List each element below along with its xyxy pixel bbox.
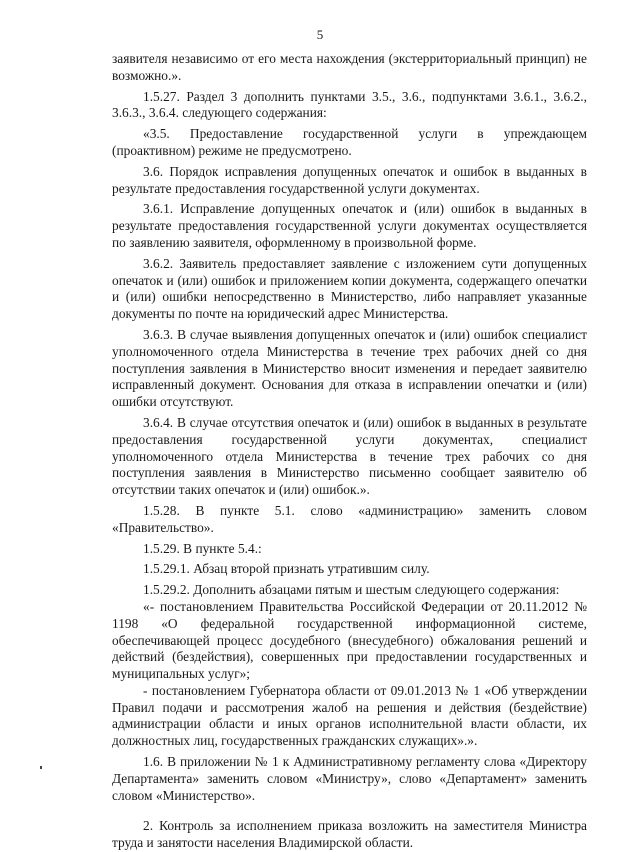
scan-speck	[40, 766, 42, 769]
paragraph-1-5-29-1: 1.5.29.1. Абзац второй признать утратившим силу.	[143, 561, 430, 577]
paragraph-1-5-28: 1.5.28. В пункте 5.1. слово «администрацию» заменить словом «Правительство».	[112, 502, 587, 535]
paragraph-3-6: 3.6. Порядок исправления допущенных опечаток и ошибок в выданных в результате предоставления государственной услуги документах.	[112, 163, 587, 196]
paragraph-1-5-27: 1.5.27. Раздел 3 дополнить пунктами 3.5., 3.6., подпунктами 3.6.1., 3.6.2., 3.6.3., 3.6.4. следующего содержания:	[112, 88, 587, 121]
document-body	[112, 51, 587, 852]
paragraph-3-6-4: 3.6.4. В случае отсутствия опечаток и (или) ошибок в выданных в результате предоставления государственной услуги документах, специалист уполномоченного отдела Министерства в течение трех рабочих со дня поступления заявления в Министерство письменно сообщает заявителю об отсутствии таких опечаток и (или) ошибок.».	[112, 414, 587, 498]
page-number: 5	[316, 27, 324, 42]
paragraph-3-5: «3.5. Предоставление государственной услуги в упреждающем (проактивном) режиме не предусмотрено.	[112, 126, 587, 158]
paragraph-1-5-29: 1.5.29. В пункте 5.4.:	[143, 540, 262, 556]
paragraph-1-6: 1.6. В приложении № 1 к Административному регламенту слова «Директору Департамента» заменить словом «Министру», слово «Департамент» заменить словом «Министерство».	[112, 754, 587, 803]
paragraph-3-6-2: 3.6.2. Заявитель предоставляет заявление с изложением сути допущенных опечаток и (или) ошибок и приложением копии документа, содержащего опечатки и (или) ошибки непосредственно в Министерство, либо направляет указанные документы по почте на юридический адрес Министерства.	[112, 255, 587, 322]
paragraph-1-5-29-2: 1.5.29.2. Дополнить абзацами пятым и шестым следующего содержания:	[143, 582, 560, 598]
paragraph-intro-continuation: заявителя независимо от его места нахождения (экстерриториальный принцип) не возможно.».	[112, 51, 587, 83]
paragraph-3-6-1: 3.6.1. Исправление допущенных опечаток и (или) ошибок в выданных в результате предоставления государственной услуги документах осуществляется по заявлению заявителя, оформленному в произвольной форме.	[112, 201, 587, 250]
paragraph-governor-decree: - постановлением Губернатора области от 09.01.2013 № 1 «Об утверждении Правил подачи и рассмотрения жалоб на решения и действия (бездействие) администрации области и иных органов исполнительной власти области, их должностных лиц, государственных гражданских служащих».».	[112, 682, 587, 749]
paragraph-2-control: 2. Контроль за исполнением приказа возложить на заместителя Министра труда и занятости населения Владимирской области.	[112, 818, 587, 851]
paragraph-government-decree: «- постановлением Правительства Российской Федерации от 20.11.2012 № 1198 «О федеральной государственной информационной системе, обеспечивающей процесс досудебного (внесудебного) обжалования решений и действий (бездействия), совершенных при предоставлении государственных и муниципальных услуг»;	[112, 598, 587, 682]
paragraph-3-6-3: 3.6.3. В случае выявления допущенных опечаток и (или) ошибок специалист уполномоченного отдела Министерства в течение трех рабочих дней со дня поступления заявления в Министерство вносит изменения и передает заявителю исправленный документ. Основания для отказа в исправлении опечатки и (или) ошибки отсутствуют.	[112, 326, 587, 410]
